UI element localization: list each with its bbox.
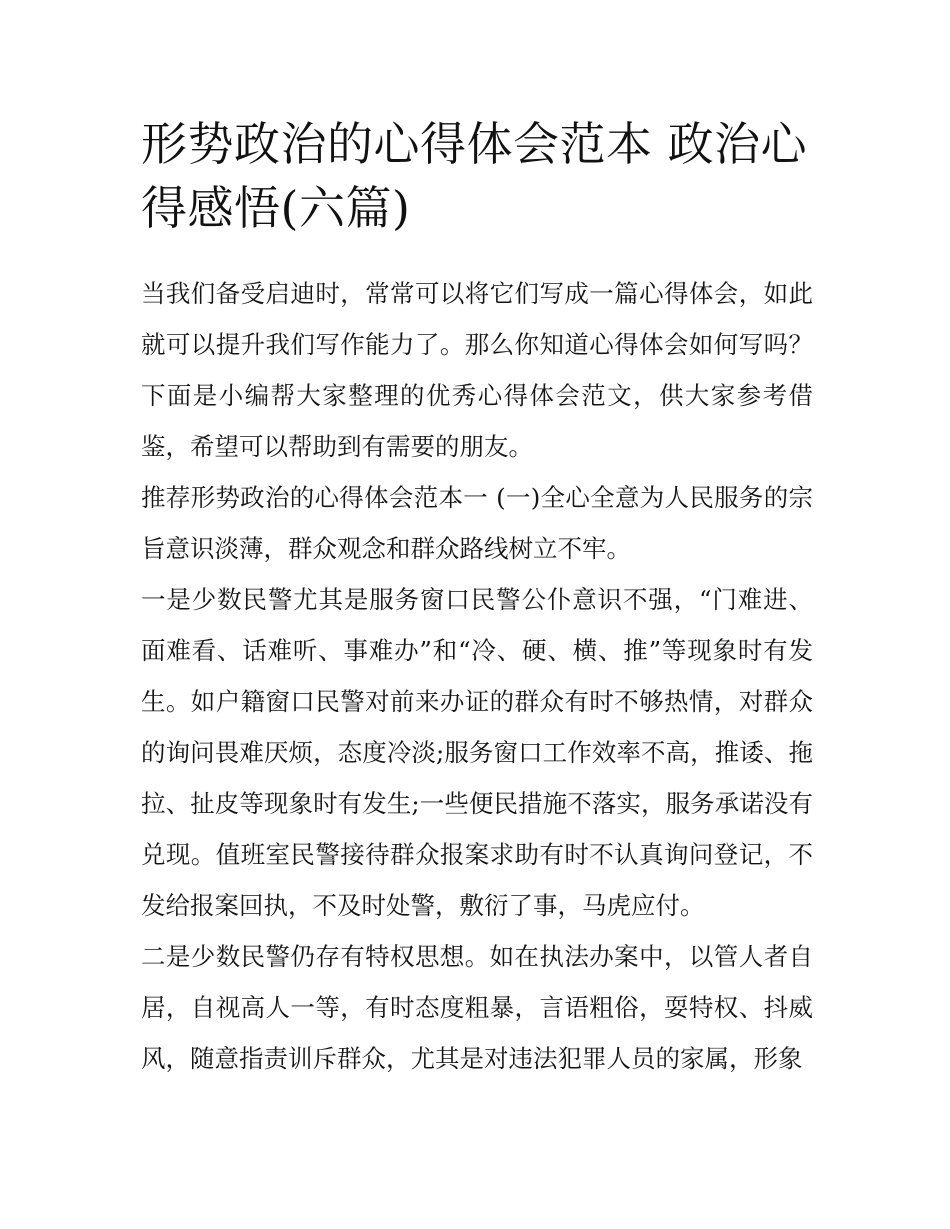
paragraph-intro: 当我们备受启迪时，常常可以将它们写成一篇心得体会，如此就可以提升我们写作能力了。那么你知道心得体会如何写吗？下面是小编帮大家整理的优秀心得体会范文，供大家参考借鉴，希望可以帮助到有需要的朋友。 xyxy=(141,279,813,461)
document-title: 形势政治的心得体会范本 政治心得感悟(六篇) xyxy=(141,117,808,235)
paragraph-point-two: 二是少数民警仍存有特权思想。如在执法办案中，以管人者自居，自视高人一等，有时态度粗暴，言语粗俗，耍特权、抖威风，随意指责训斥群众，尤其是对违法犯罪人员的家属，形象 xyxy=(141,942,813,1073)
document-body xyxy=(141,112,813,1084)
paragraph-point-one: 一是少数民警尤其是服务窗口民警公仆意识不强，“门难进、面难看、话难听、事难办”和“冷、硬、横、推”等现象时有发生。如户籍窗口民警对前来办证的群众有时不够热情，对群众的询问畏难厌烦，态度冷淡;服务窗口工作效率不高，推诿、拖拉、扯皮等现象时有发生;一些便民措施不落实，服务承诺没有兑现。值班室民警接待群众报案求助有时不认真询问登记，不发给报案回执，不及时处警，敷衍了事，马虎应付。 xyxy=(141,585,813,920)
paragraph-section-one: 推荐形势政治的心得体会范本一 (一)全心全意为人民服务的宗旨意识淡薄，群众观念和群众路线树立不牢。 xyxy=(141,483,813,563)
